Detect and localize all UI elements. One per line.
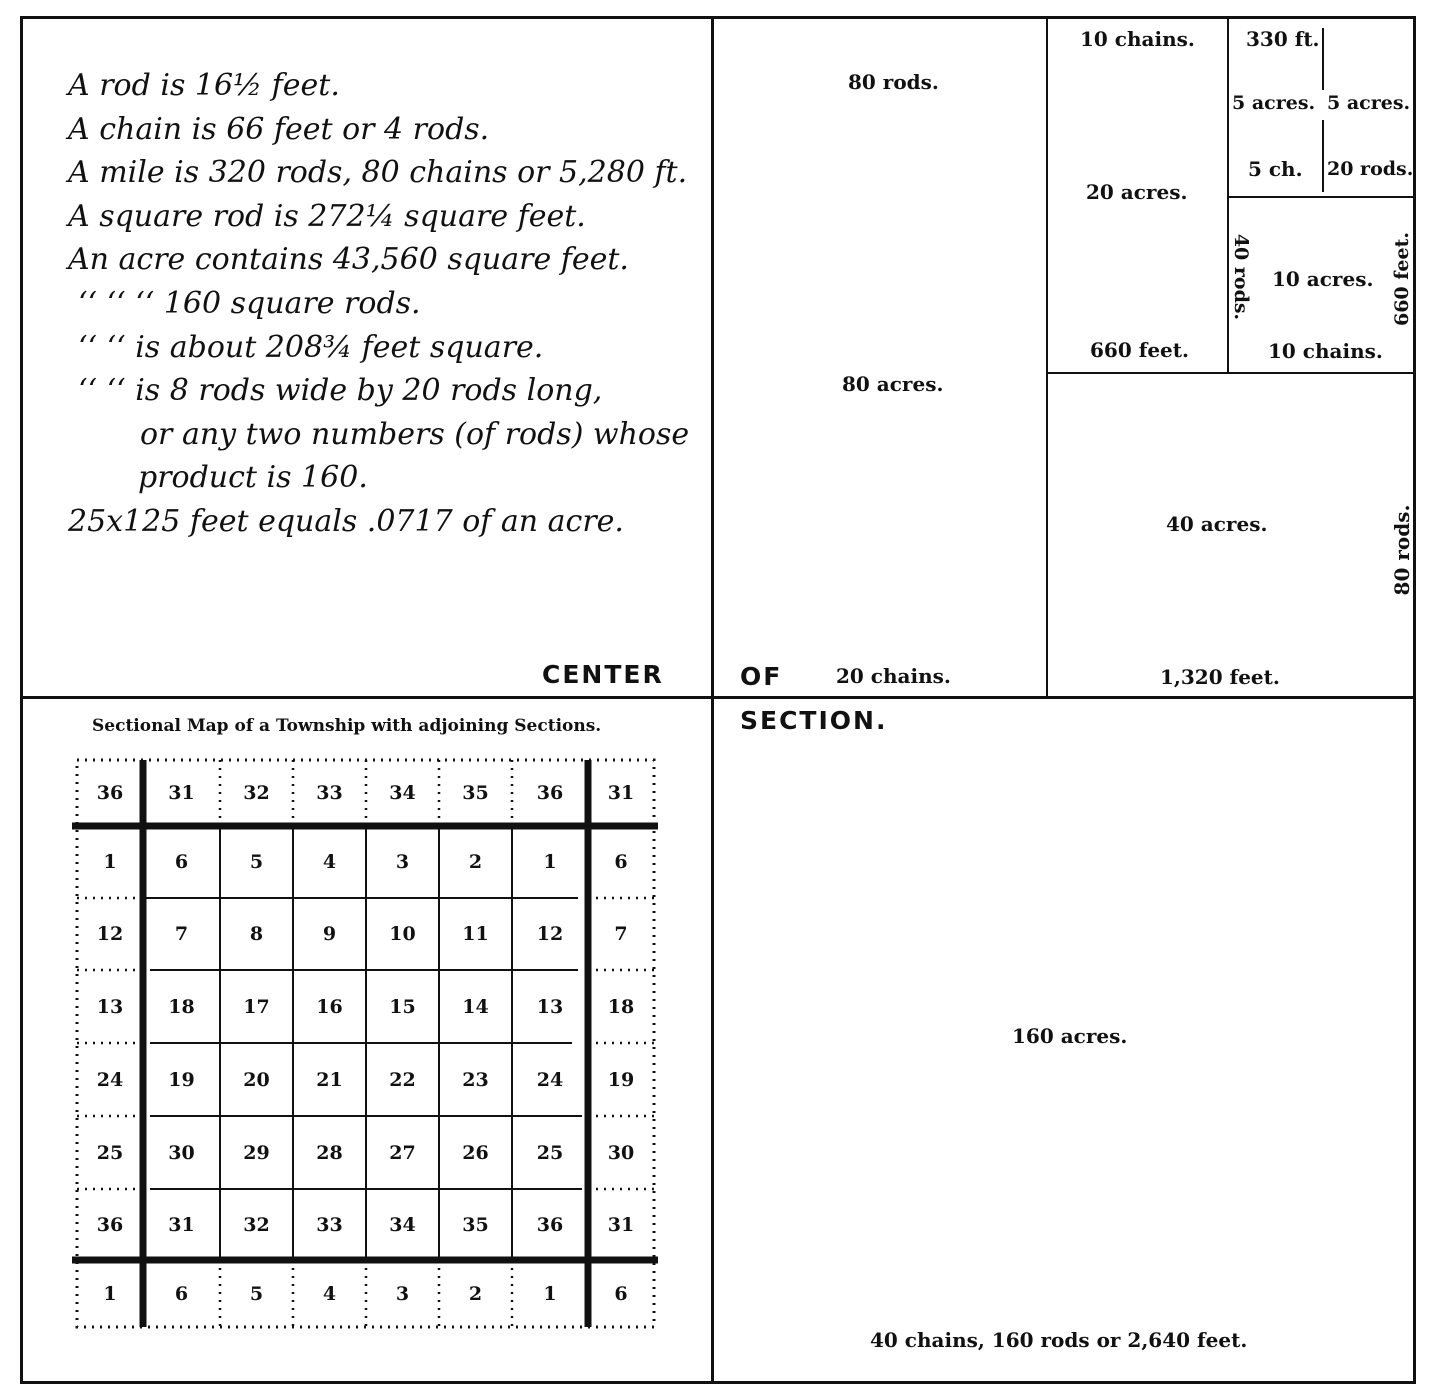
section-number: 8: [249, 923, 264, 945]
section-number: 15: [389, 995, 416, 1018]
section-number: 31: [168, 782, 195, 804]
five-acre-left-label: 5 acres.: [1232, 92, 1316, 114]
forty-acre-label: 40 acres.: [1166, 512, 1268, 536]
section-number: 13: [536, 995, 564, 1018]
section-number: 31: [607, 1213, 635, 1236]
section-number: 25: [536, 1141, 564, 1164]
section-number: 1: [543, 851, 557, 873]
section-number: 18: [607, 995, 635, 1018]
quarter-bottom-label: 40 chains, 160 rods or 2,640 feet.: [870, 1328, 1248, 1352]
ten-acre-bottom-label: 10 chains.: [1268, 339, 1383, 363]
ten-acre-right-side-label: 660 feet.: [1391, 231, 1413, 327]
note-line: ‘‘ ‘‘ is 8 rods wide by 20 rods long,: [78, 373, 603, 409]
section-number: 13: [96, 995, 124, 1018]
section-number: 4: [322, 851, 337, 873]
note-line: A chain is 66 feet or 4 rods.: [68, 111, 490, 147]
of-label: OF: [740, 662, 783, 691]
section-number: 36: [536, 782, 564, 804]
section-number: 22: [389, 1068, 416, 1091]
five-acre-top-label: 330 ft.: [1246, 27, 1320, 51]
section-number: 28: [316, 1141, 343, 1164]
section-number: 6: [174, 1282, 189, 1305]
note-line: A square rod is 272¼ square feet.: [68, 198, 586, 234]
section-number: 35: [462, 1213, 489, 1236]
section-number: 7: [174, 923, 189, 945]
township-map-title: Sectional Map of a Township with adjoining Sections.: [92, 716, 602, 736]
section-label: SECTION.: [740, 706, 888, 735]
five-acre-right-label: 5 acres.: [1327, 92, 1411, 114]
section-number: 34: [389, 1213, 416, 1236]
section-number: 16: [316, 995, 343, 1018]
section-number: 29: [243, 1141, 270, 1164]
section-number: 33: [316, 782, 343, 804]
section-number: 36: [536, 1213, 564, 1236]
section-number: 33: [316, 1213, 343, 1236]
twenty-acre-bottom-label: 660 feet.: [1090, 338, 1189, 362]
section-number: 10: [389, 923, 416, 945]
ten-acre-left-side-label: 40 rods.: [1230, 233, 1252, 321]
note-line: An acre contains 43,560 square feet.: [68, 242, 629, 278]
section-number: 17: [243, 995, 270, 1018]
section-number: 5: [249, 851, 264, 873]
section-number: 19: [607, 1068, 635, 1091]
section-number: 12: [536, 923, 564, 945]
section-number: 27: [389, 1141, 416, 1164]
note-line: A mile is 320 rods, 80 chains or 5,280 ft.: [68, 155, 688, 191]
section-number: 30: [168, 1141, 195, 1164]
section-number: 23: [462, 1068, 489, 1091]
section-number: 18: [168, 995, 195, 1018]
note-line: product is 160.: [138, 460, 368, 496]
section-number: 2: [468, 851, 483, 873]
section-number: 34: [389, 782, 416, 804]
note-line: or any two numbers (of rods) whose: [140, 416, 690, 452]
section-number: 3: [395, 1282, 410, 1305]
section-number: 12: [96, 923, 124, 945]
forty-acre-bottom-label: 1,320 feet.: [1160, 665, 1280, 689]
section-number: 36: [96, 1213, 124, 1236]
section-number: 6: [614, 851, 628, 873]
note-line: 25x125 feet equals .0717 of an acre.: [68, 503, 624, 539]
section-number: 7: [614, 923, 628, 945]
section-number: 9: [322, 923, 337, 945]
section-number: 32: [243, 782, 270, 804]
five-acre-right-bottom-label: 20 rods.: [1327, 158, 1414, 180]
quarter-acres-label: 160 acres.: [1012, 1024, 1128, 1048]
section-number: 5: [249, 1282, 264, 1305]
note-line: ‘‘ ‘‘ ‘‘ 160 square rods.: [78, 285, 421, 321]
note-line: ‘‘ ‘‘ is about 208¾ feet square.: [78, 329, 544, 365]
section-number: 35: [462, 782, 489, 804]
section-number: 32: [243, 1213, 270, 1236]
section-number: 6: [614, 1282, 628, 1305]
section-number: 21: [316, 1068, 343, 1091]
section-number: 24: [536, 1068, 564, 1091]
section-number: 4: [322, 1282, 337, 1305]
west-half-top-label: 80 rods.: [848, 70, 939, 94]
section-number: 11: [462, 923, 489, 945]
section-number: 31: [168, 1213, 195, 1236]
section-number: 3: [395, 851, 410, 873]
section-number: 1: [543, 1282, 557, 1305]
section-number: 30: [607, 1141, 635, 1164]
section-number: 6: [174, 851, 189, 873]
section-number: 24: [96, 1068, 124, 1091]
section-number: 31: [607, 782, 635, 804]
section-number: 19: [168, 1068, 195, 1091]
section-number: 1: [103, 1282, 117, 1305]
twenty-acre-top-label: 10 chains.: [1080, 27, 1195, 51]
section-number: 25: [96, 1141, 124, 1164]
section-number: 36: [96, 782, 124, 804]
section-number: 14: [462, 995, 489, 1018]
center-label: CENTER: [542, 660, 664, 689]
note-line: A rod is 16½ feet.: [68, 68, 340, 103]
twenty-acre-label: 20 acres.: [1086, 180, 1188, 204]
section-number: 2: [468, 1282, 483, 1305]
forty-acre-side-label: 80 rods.: [1390, 504, 1414, 596]
west-half-bottom-label: 20 chains.: [836, 664, 951, 688]
ten-acre-label: 10 acres.: [1272, 267, 1374, 291]
section-number: 20: [243, 1068, 270, 1091]
west-half-acres-label: 80 acres.: [842, 372, 944, 396]
five-acre-left-bottom-label: 5 ch.: [1248, 157, 1303, 181]
section-number: 1: [103, 851, 117, 873]
section-number: 26: [462, 1141, 489, 1164]
